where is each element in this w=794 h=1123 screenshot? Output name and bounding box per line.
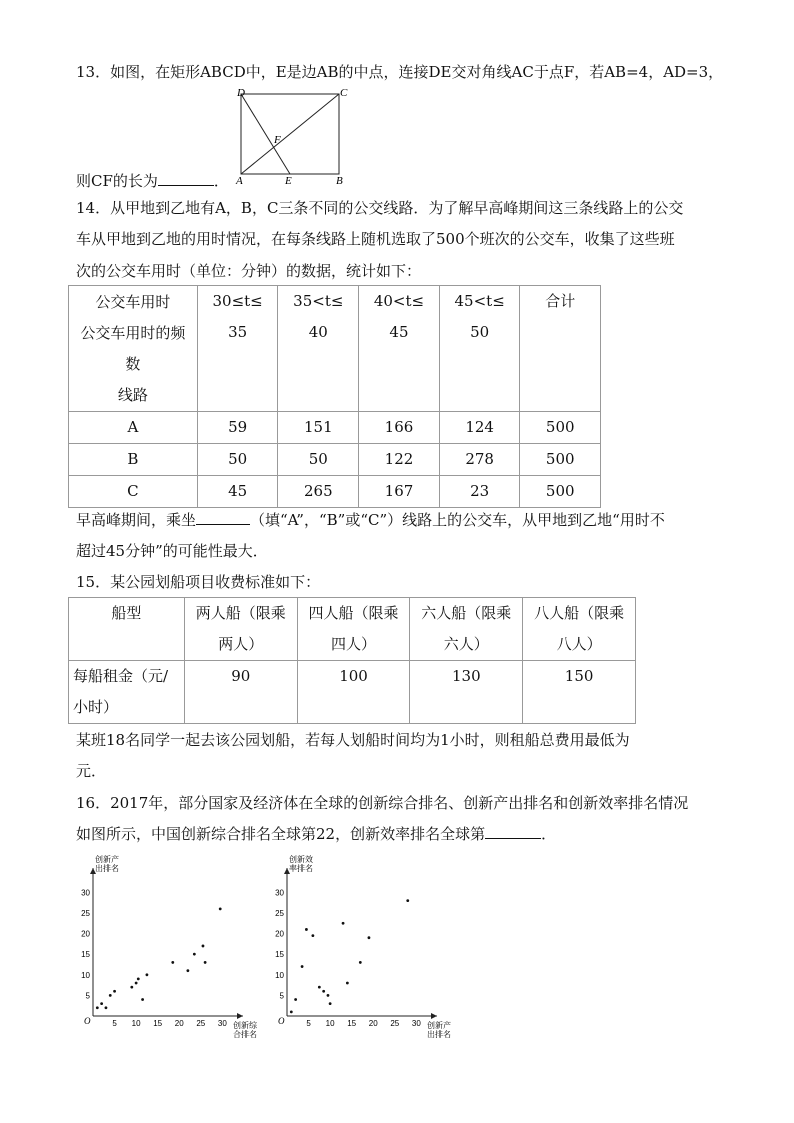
rectangle-diagram — [230, 86, 355, 188]
data-point — [311, 934, 314, 937]
route-cell: C — [69, 476, 198, 508]
header-line: 35<t≤ — [293, 292, 344, 310]
data-point — [329, 1002, 332, 1005]
data-point — [186, 969, 189, 972]
value-cell: 265 — [278, 476, 359, 508]
x-tick-label: 5 — [112, 1019, 117, 1028]
value-cell: 500 — [520, 476, 601, 508]
header-line: 45<t≤ — [454, 292, 505, 310]
q16-text-line2 — [76, 824, 556, 844]
y-tick-label: 20 — [275, 929, 284, 939]
data-point — [135, 982, 138, 985]
x-axis-arrow — [431, 1013, 437, 1019]
boat-type-line: 四人船（限乘 — [308, 604, 399, 622]
origin-label: O — [84, 1016, 91, 1026]
data-point — [346, 982, 349, 985]
boat-type-corner — [69, 598, 185, 661]
corner-text: 船型 — [111, 604, 142, 622]
header-line: 40 — [308, 323, 328, 341]
value-cell: 124 — [439, 412, 520, 444]
boat-fee-table — [68, 597, 636, 724]
data-point — [137, 978, 140, 981]
q14-after-line2: 超过45分钟”的可能性最大． — [76, 542, 268, 560]
rent-label — [69, 661, 185, 724]
q13-prompt: 则CF的长为 — [76, 172, 158, 190]
data-point — [359, 961, 362, 964]
value-cell: 500 — [520, 444, 601, 476]
header-45-50 — [439, 286, 520, 412]
q16-prompt: 如图所示，中国创新综合排名全球第22，创新效率排名全球第 — [76, 825, 486, 843]
data-point — [294, 998, 297, 1001]
q13-period: ． — [213, 172, 229, 190]
header-line: 40<t≤ — [373, 292, 425, 310]
y-tick-label: 25 — [81, 908, 90, 918]
value-cell: 122 — [359, 444, 440, 476]
label-E: E — [285, 175, 292, 187]
x-axis-label: 创新综合排名 — [233, 1021, 257, 1039]
data-point — [141, 998, 144, 1001]
value-cell: 166 — [359, 412, 440, 444]
boat-type-line: 八人船（限乘 — [534, 604, 625, 622]
rent-cell: 100 — [297, 661, 410, 724]
q13-text-line2 — [76, 171, 229, 191]
rent-cell: 130 — [410, 661, 523, 724]
y-tick-label: 25 — [275, 908, 284, 918]
data-point — [290, 1010, 293, 1013]
data-point — [96, 1006, 99, 1009]
y-tick-label: 10 — [81, 970, 90, 980]
data-point — [100, 1002, 103, 1005]
scatter-chart-innovation-output — [78, 852, 268, 1052]
data-point — [146, 973, 149, 976]
data-point — [327, 994, 330, 997]
header-total — [520, 286, 601, 412]
scatter-chart-innovation-efficiency — [272, 852, 462, 1052]
answer-blank-q14[interactable] — [196, 510, 250, 525]
data-point — [105, 1006, 108, 1009]
header-line: 30≤t≤ — [212, 292, 263, 310]
data-point — [171, 961, 174, 964]
q14-after-line1 — [76, 510, 665, 530]
value-cell: 167 — [359, 476, 440, 508]
data-point — [301, 965, 304, 968]
value-cell: 50 — [278, 444, 359, 476]
header-line: 50 — [470, 323, 490, 341]
header-line: 35 — [228, 323, 248, 341]
route-cell: B — [69, 444, 198, 476]
value-cell: 23 — [439, 476, 520, 508]
header-35-40 — [278, 286, 359, 412]
data-point — [406, 899, 409, 902]
value-cell: 45 — [197, 476, 278, 508]
label-C: C — [340, 87, 348, 99]
boat-type-4 — [297, 598, 410, 661]
q13-text-line1: 13．如图，在矩形ABCD中，E是边AB的中点，连接DE交对角线AC于点F，若AB=4，AD=3， — [76, 63, 724, 81]
x-tick-label: 20 — [368, 1019, 378, 1028]
boat-type-line: 六人船（限乘 — [421, 604, 512, 622]
corner-line3: 数 — [125, 354, 141, 373]
value-cell: 50 — [197, 444, 278, 476]
x-tick-label: 15 — [347, 1019, 357, 1028]
x-tick-label: 20 — [174, 1019, 184, 1028]
value-cell: 500 — [520, 412, 601, 444]
origin-label: O — [278, 1016, 285, 1026]
boat-type-6 — [410, 598, 523, 661]
y-tick-label: 10 — [275, 970, 284, 980]
data-point — [204, 961, 207, 964]
q16-text-line1: 16．2017年，部分国家及经济体在全球的创新综合排名、创新产出排名和创新效率排名情况 — [76, 794, 689, 812]
q15-after-line2: 元． — [76, 762, 107, 780]
x-tick-label: 15 — [153, 1019, 163, 1028]
y-tick-label: 30 — [275, 888, 284, 898]
data-point — [368, 936, 371, 939]
bus-time-table — [68, 285, 601, 508]
rent-cell: 150 — [523, 661, 636, 724]
data-point — [305, 928, 308, 931]
value-cell: 59 — [197, 412, 278, 444]
y-tick-label: 30 — [81, 888, 90, 898]
table-row — [69, 661, 636, 724]
boat-type-line: 八人） — [556, 635, 602, 653]
label-F: F — [274, 134, 281, 146]
data-point — [219, 907, 222, 910]
q14-after-post: （填“A”，“B”或“C”）线路上的公交车，从甲地到乙地“用时不 — [250, 511, 665, 529]
header-line: 45 — [389, 323, 409, 341]
header-30-35 — [197, 286, 278, 412]
answer-blank-q13[interactable] — [158, 171, 214, 186]
rent-label-line: 每船租金（元/ — [73, 667, 169, 685]
data-point — [130, 986, 133, 989]
y-axis-label: 创新效率排名 — [289, 855, 313, 873]
data-point — [202, 945, 205, 948]
value-cell: 151 — [278, 412, 359, 444]
boat-type-line: 两人船（限乘 — [195, 604, 286, 622]
data-point — [193, 953, 196, 956]
corner-line2: 公交车用时的频 — [80, 323, 186, 342]
rent-label-line: 小时） — [73, 698, 119, 716]
route-cell: A — [69, 412, 198, 444]
table-row — [69, 412, 601, 444]
q14-text-line2: 车从甲地到乙地的用时情况，在每条线路上随机选取了500个班次的公交车，收集了这些班 — [76, 230, 675, 248]
table-corner-header — [69, 286, 198, 412]
corner-line1: 公交车用时 — [95, 292, 171, 311]
q14-text-line1: 14．从甲地到乙地有A，B，C三条不同的公交线路．为了解早高峰期间这三条线路上的公交 — [76, 199, 684, 217]
data-point — [109, 994, 112, 997]
x-axis-arrow — [237, 1013, 243, 1019]
corner-line4: 线路 — [117, 385, 148, 404]
data-point — [342, 922, 345, 925]
x-tick-label: 10 — [325, 1019, 335, 1028]
y-tick-label: 5 — [85, 991, 90, 1001]
q15-text-line1: 15．某公园划船项目收费标准如下： — [76, 573, 321, 591]
x-axis-label: 创新产出排名 — [427, 1021, 451, 1039]
boat-type-2 — [184, 598, 297, 661]
label-A: A — [236, 175, 243, 187]
q15-after-line1: 某班18名同学一起去该公园划船，若每人划船时间均为1小时，则租船总费用最低为 — [76, 731, 630, 749]
label-B: B — [336, 175, 343, 187]
header-40-45 — [359, 286, 440, 412]
boat-type-line: 两人） — [218, 635, 264, 653]
header-line: 合计 — [545, 292, 576, 310]
y-tick-label: 5 — [279, 991, 284, 1001]
q14-after-pre: 早高峰期间，乘坐 — [76, 511, 197, 529]
x-tick-label: 25 — [390, 1019, 400, 1028]
x-tick-label: 30 — [217, 1019, 227, 1028]
value-cell: 278 — [439, 444, 520, 476]
y-axis-label: 创新产出排名 — [95, 855, 119, 873]
q16-period: ． — [541, 825, 557, 843]
q14-text-line3: 次的公交车用时（单位：分钟）的数据，统计如下： — [76, 262, 422, 280]
table-row — [69, 444, 601, 476]
data-point — [322, 990, 325, 993]
boat-type-line: 四人） — [331, 635, 377, 653]
x-tick-label: 5 — [306, 1019, 311, 1028]
rent-cell: 90 — [184, 661, 297, 724]
label-D: D — [237, 87, 245, 99]
boat-type-8 — [523, 598, 636, 661]
y-tick-label: 15 — [81, 950, 90, 960]
x-tick-label: 25 — [196, 1019, 206, 1028]
y-tick-label: 20 — [81, 929, 90, 939]
answer-blank-q16[interactable] — [485, 824, 541, 839]
data-point — [318, 986, 321, 989]
data-point — [113, 990, 116, 993]
y-tick-label: 15 — [275, 950, 284, 960]
x-tick-label: 30 — [411, 1019, 421, 1028]
boat-type-line: 六人） — [443, 635, 489, 653]
table-row — [69, 476, 601, 508]
x-tick-label: 10 — [131, 1019, 141, 1028]
